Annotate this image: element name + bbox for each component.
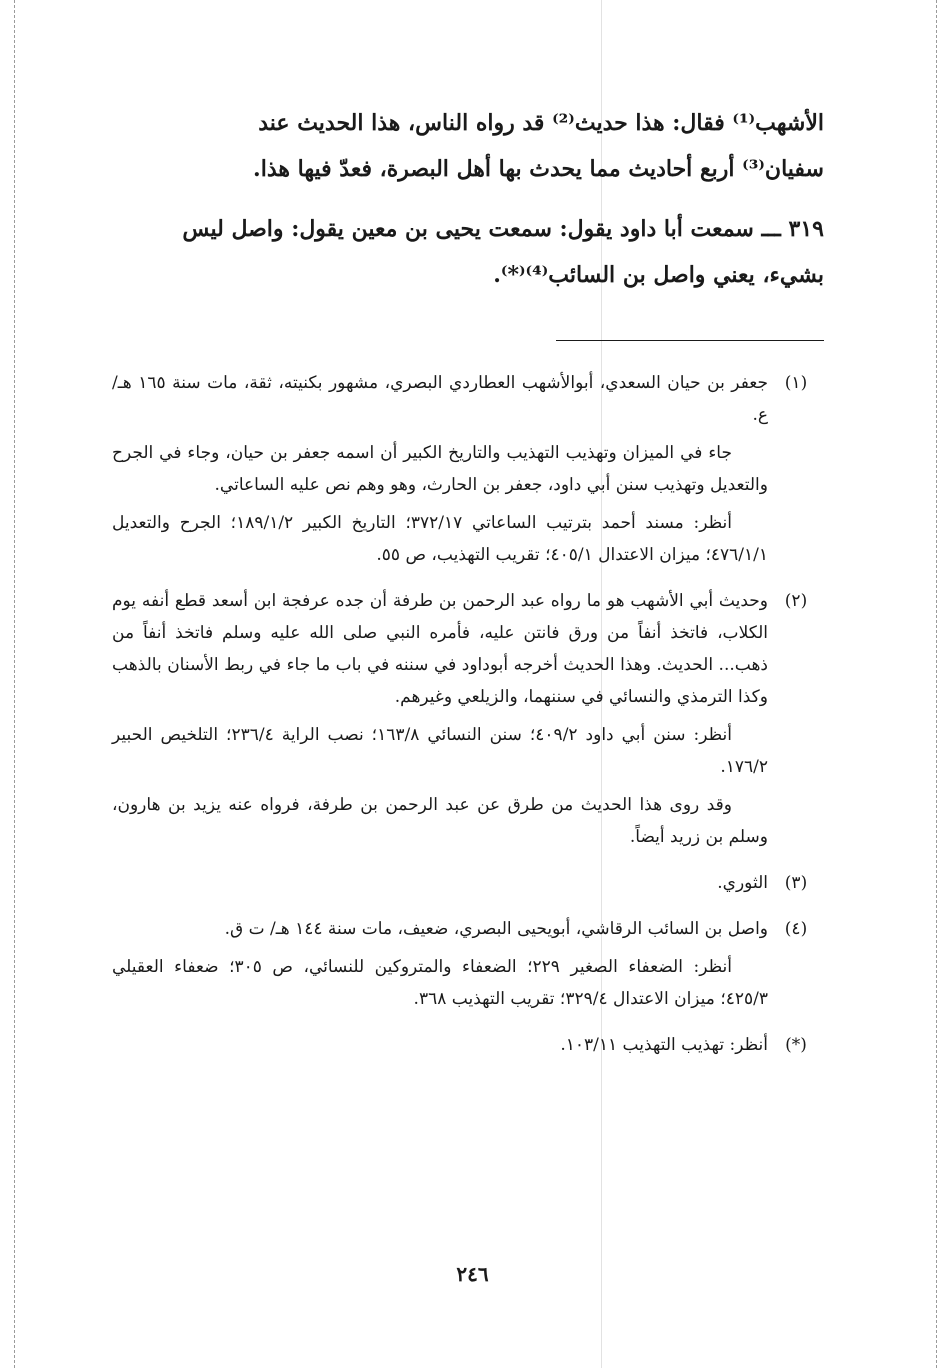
footnote-paragraph: وقد روى هذا الحديث من طرق عن عبد الرحمن بن طرفة، فرواه عنه يزيد بن هارون، وسلم بن زريد أيضاً.: [112, 795, 768, 847]
footnote-paragraph: أنظر: مسند أحمد بترتيب الساعاتي ٣٧٢/١٧؛ التاريخ الكبير ١٨٩/١/٢؛ الجرح والتعديل ٤٧٦/١/١؛ ميزان الاعتدال ٤٠٥/١؛ تقريب التهذيب، ص ٥٥.: [112, 513, 768, 565]
footnote-3: [112, 867, 824, 905]
main-text: [112, 100, 824, 298]
footnote-paragraph: أنظر: الضعفاء الصغير ٢٢٩؛ الضعفاء والمتروكين للنسائي، ص ٣٠٥؛ ضعفاء العقيلي ٤٢٥/٣؛ ميزان الاعتدال ٣٢٩/٤؛ تقريب التهذيب ٣٦٨.: [112, 957, 768, 1009]
footnote-star: [112, 1029, 824, 1067]
hadith-line-1: [112, 206, 824, 252]
footnote-paragraph: الثوري.: [717, 873, 768, 893]
footnote-separator: [556, 340, 824, 341]
footnote-1: [112, 367, 824, 577]
footnote-paragraph: واصل بن السائب الرقاشي، أبويحيى البصري، ضعيف، مات سنة ١٤٤ هـ/ ت ق.: [224, 919, 768, 939]
hadith-line-2: بشيء، يعني واصل بن السائب⁽⁴⁾⁽*⁾.: [493, 262, 824, 288]
footnote-body: [112, 367, 768, 577]
footnote-number: (٢): [784, 591, 808, 611]
footnote-2: [112, 585, 824, 859]
main-text-line-2: سفيان⁽³⁾ أربع أحاديث مما يحدث بها أهل البصرة، فعدّ فيها هذا.: [253, 156, 824, 182]
hadith-number: ٣١٩: [788, 216, 824, 242]
footnote-number: (٣): [784, 873, 808, 893]
footnote-paragraph: وحديث أبي الأشهب هو ما رواه عبد الرحمن بن طرفة أن جده عرفجة ابن أسعد قطع أنفه يوم الكلاب، فاتخذ أنفاً من ورق فانتن عليه، فأمره النبي صلى الله عليه وسلم فاتخذ أنفاً من ذهب... الحديث. وهذا الحديث أخرجه أبوداود في سننه في باب ما جاء في ربط الأسنان بالذهب وكذا الترمذي والنسائي في سننهما، والزيلعي وغيرهم.: [112, 591, 768, 707]
footnotes: [112, 367, 824, 1067]
footnote-number: (١): [784, 373, 808, 393]
scan-edge-right: [936, 0, 937, 1368]
footnote-body: [112, 585, 768, 859]
book-page: [112, 100, 824, 1075]
footnote-paragraph: جعفر بن حيان السعدي، أبوالأشهب العطاردي البصري، مشهور بكنيته، ثقة، مات سنة ١٦٥ هـ/ ع.: [112, 373, 768, 425]
footnote-paragraph: أنظر: تهذيب التهذيب ١٠٣/١١.: [560, 1035, 768, 1055]
footnote-number: (*): [785, 1035, 807, 1055]
footnote-4: [112, 913, 824, 1021]
scan-edge-left: [14, 0, 15, 1368]
page-number: ٢٤٦: [456, 1262, 489, 1286]
hadith-319: [112, 206, 824, 298]
main-text-line-1: الأشهب⁽¹⁾ فقال: هذا حديث⁽²⁾ قد رواه الناس، هذا الحديث عند: [258, 110, 824, 136]
footnote-body: [112, 1029, 768, 1067]
footnote-body: [112, 913, 768, 1021]
footnote-paragraph: جاء في الميزان وتهذيب التهذيب والتاريخ الكبير أن اسمه جعفر بن حيان، وجاء في الجرح والتعديل وتهذيب سنن أبي داود، جعفر بن الحارث، وهو وهم نص عليه الساعاتي.: [112, 443, 768, 495]
footnote-number: (٤): [784, 919, 808, 939]
hadith-text-1: ـــ سمعت أبا داود يقول: سمعت يحيى بن معين يقول: واصل ليس: [182, 216, 781, 242]
footnote-paragraph: أنظر: سنن أبي داود ٤٠٩/٢؛ سنن النسائي ١٦٣/٨؛ نصب الراية ٢٣٦/٤؛ التلخيص الحبير ١٧٦/٢.: [112, 725, 768, 777]
footnote-body: [112, 867, 768, 905]
